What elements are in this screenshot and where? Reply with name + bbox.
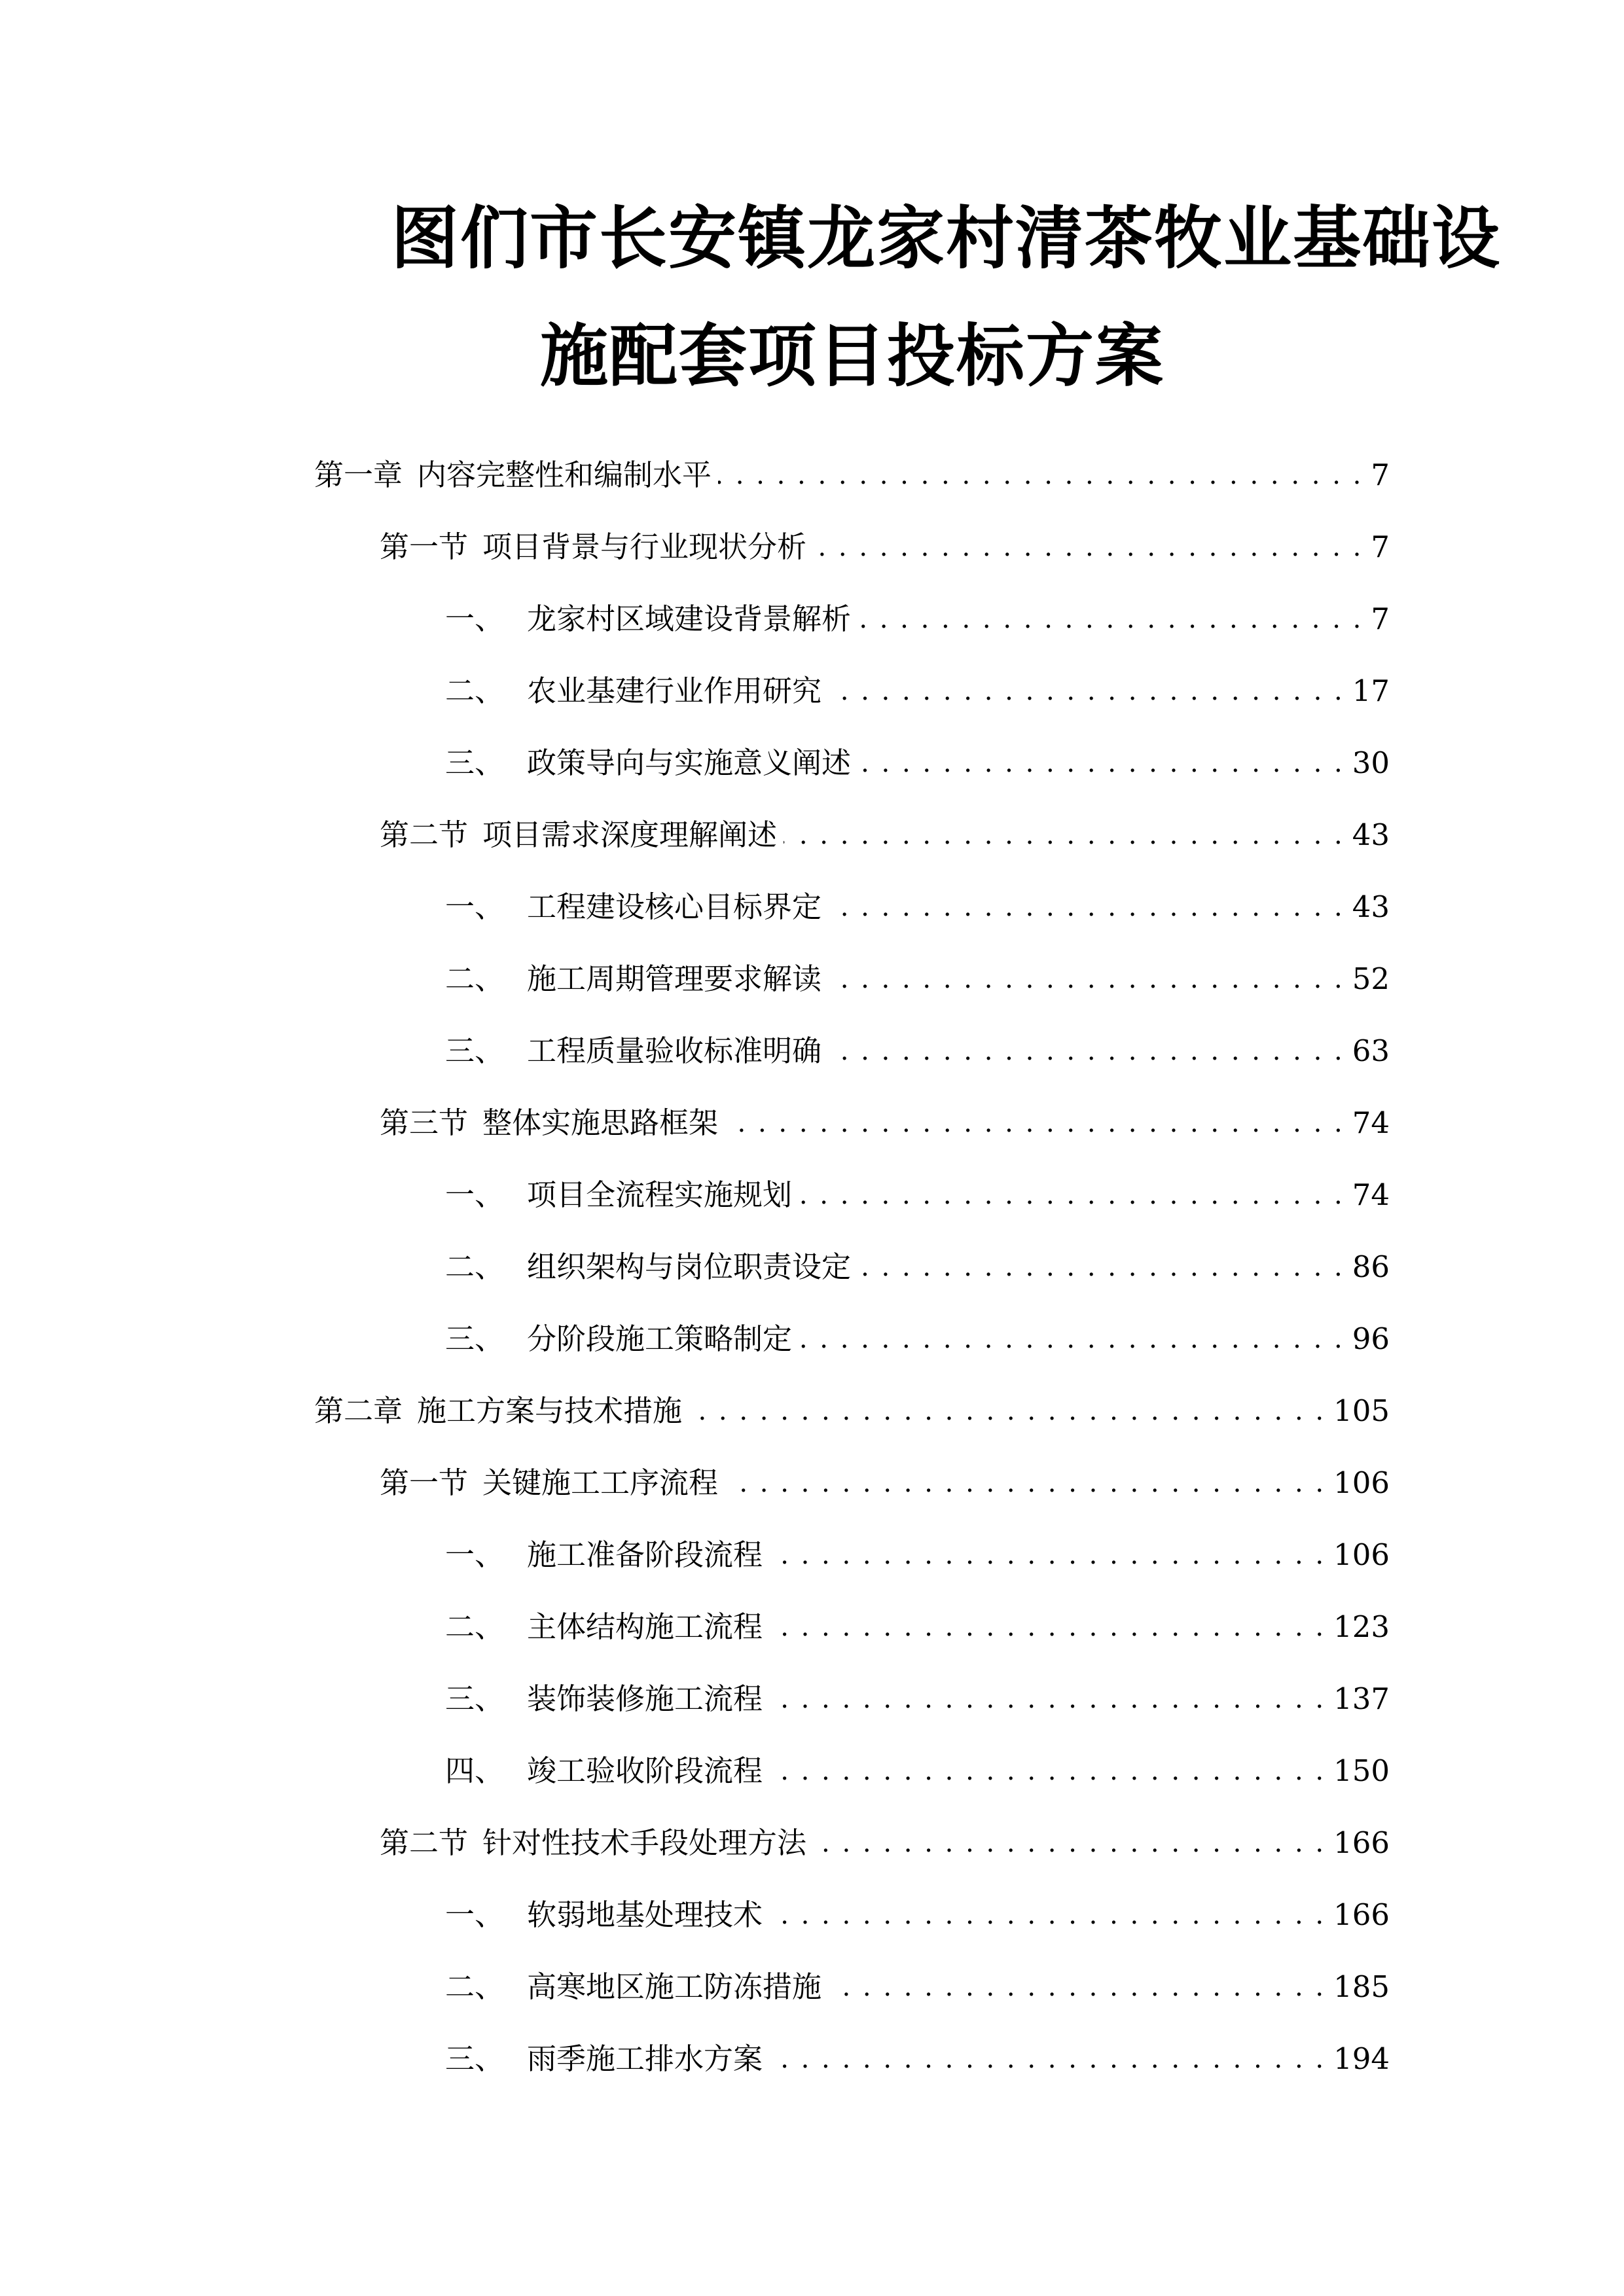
- toc-page-number: 106: [1333, 1537, 1390, 1572]
- toc-page-number: 7: [1371, 457, 1390, 492]
- toc-dot-leader: [725, 1108, 1344, 1138]
- toc-number: 第二节: [380, 817, 469, 852]
- toc-page-number: 137: [1333, 1681, 1390, 1716]
- toc-item-entry[interactable]: [445, 882, 1390, 922]
- toc-dot-leader: [799, 1180, 1344, 1210]
- toc-item-entry[interactable]: [445, 1674, 1390, 1716]
- toc-dot-leader: [813, 1828, 1326, 1857]
- toc-label: 施工周期管理要求解读: [527, 961, 822, 996]
- document-title-line-2: 施配套项目投标方案: [540, 316, 1165, 396]
- toc-number: 三、: [445, 1681, 505, 1716]
- toc-number: 二、: [445, 1609, 505, 1644]
- toc-label: 内容完整性和编制水平: [417, 457, 712, 492]
- toc-dot-leader: [769, 2044, 1326, 2073]
- toc-dot-leader: [718, 460, 1363, 490]
- toc-page-number: 43: [1352, 889, 1390, 924]
- toc-section-entry[interactable]: [380, 810, 1390, 850]
- toc-item-entry[interactable]: [445, 2034, 1390, 2076]
- toc-page-number: 52: [1352, 961, 1390, 996]
- toc-label: 施工方案与技术措施: [417, 1393, 683, 1428]
- toc-label: 龙家村区域建设背景解析: [527, 601, 852, 636]
- toc-number: 四、: [445, 1753, 505, 1788]
- toc-number: 一、: [445, 1537, 505, 1572]
- toc-label: 分阶段施工策略制定: [527, 1321, 793, 1356]
- toc-item-entry[interactable]: [445, 1746, 1390, 1788]
- toc-number: 第二节: [380, 1825, 469, 1860]
- toc-chapter-entry[interactable]: [314, 1386, 1390, 1426]
- toc-item-entry[interactable]: [445, 1242, 1390, 1282]
- toc-label: 项目需求深度理解阐述: [482, 817, 778, 852]
- toc-page-number: 150: [1333, 1753, 1390, 1788]
- toc-page-number: 43: [1352, 817, 1390, 852]
- toc-dot-leader: [857, 748, 1344, 778]
- toc-dot-leader: [799, 1324, 1344, 1354]
- toc-item-entry[interactable]: [445, 1962, 1390, 2004]
- toc-label: 工程质量验收标准明确: [527, 1033, 822, 1068]
- toc-page-number: 7: [1371, 529, 1390, 564]
- toc-dot-leader: [828, 1972, 1326, 2001]
- toc-page-number: 7: [1371, 601, 1390, 636]
- toc-dot-leader: [813, 532, 1363, 562]
- toc-item-entry[interactable]: [445, 1314, 1390, 1354]
- toc-section-entry[interactable]: [380, 522, 1390, 562]
- toc-dot-leader: [725, 1468, 1326, 1498]
- toc-number: 第一章: [314, 457, 403, 492]
- toc-page-number: 185: [1333, 1969, 1390, 2004]
- toc-label: 项目全流程实施规划: [527, 1177, 793, 1212]
- toc-label: 竣工验收阶段流程: [527, 1753, 763, 1788]
- toc-dot-leader: [769, 1540, 1326, 1570]
- toc-dot-leader: [769, 1684, 1326, 1713]
- toc-number: 三、: [445, 1321, 505, 1356]
- toc-number: 一、: [445, 1177, 505, 1212]
- toc-number: 三、: [445, 745, 505, 780]
- toc-label: 整体实施思路框架: [482, 1105, 719, 1140]
- toc-label: 雨季施工排水方案: [527, 2041, 763, 2076]
- toc-label: 装饰装修施工流程: [527, 1681, 763, 1716]
- toc-section-entry[interactable]: [380, 1458, 1390, 1498]
- toc-label: 工程建设核心目标界定: [527, 889, 822, 924]
- toc-label: 组织架构与岗位职责设定: [527, 1249, 852, 1284]
- toc-item-entry[interactable]: [445, 594, 1390, 634]
- toc-number: 第二章: [314, 1393, 403, 1428]
- toc-page-number: 166: [1333, 1825, 1390, 1860]
- toc-number: 第一节: [380, 529, 469, 564]
- toc-page-number: 105: [1333, 1393, 1390, 1428]
- toc-page-number: 63: [1352, 1033, 1390, 1068]
- toc-page-number: 106: [1333, 1465, 1390, 1500]
- toc-dot-leader: [857, 604, 1363, 634]
- toc-dot-leader: [784, 820, 1344, 850]
- toc-item-entry[interactable]: [445, 666, 1390, 706]
- toc-number: 一、: [445, 889, 505, 924]
- toc-label: 关键施工工序流程: [482, 1465, 719, 1500]
- toc-number: 三、: [445, 1033, 505, 1068]
- toc-dot-leader: [857, 1252, 1344, 1282]
- toc-number: 一、: [445, 1897, 505, 1932]
- toc-label: 施工准备阶段流程: [527, 1537, 763, 1572]
- toc-label: 主体结构施工流程: [527, 1609, 763, 1644]
- toc-dot-leader: [769, 1612, 1326, 1641]
- toc-dot-leader: [769, 1756, 1326, 1785]
- toc-dot-leader: [828, 892, 1344, 922]
- toc-number: 一、: [445, 601, 505, 636]
- toc-number: 第三节: [380, 1105, 469, 1140]
- toc-dot-leader: [828, 1036, 1344, 1066]
- toc-label: 农业基建行业作用研究: [527, 673, 822, 708]
- toc-number: 第一节: [380, 1465, 469, 1500]
- toc-page-number: 74: [1352, 1105, 1390, 1140]
- toc-label: 政策导向与实施意义阐述: [527, 745, 852, 780]
- toc-dot-leader: [828, 964, 1344, 994]
- toc-label: 项目背景与行业现状分析: [482, 529, 807, 564]
- toc-chapter-entry[interactable]: [314, 450, 1390, 490]
- toc-dot-leader: [689, 1396, 1326, 1426]
- toc-page-number: 166: [1333, 1897, 1390, 1932]
- toc-item-entry[interactable]: [445, 954, 1390, 994]
- toc-section-entry[interactable]: [380, 1098, 1390, 1138]
- toc-item-entry[interactable]: [445, 1602, 1390, 1644]
- toc-item-entry[interactable]: [445, 738, 1390, 778]
- toc-page-number: 123: [1333, 1609, 1390, 1644]
- toc-item-entry[interactable]: [445, 1170, 1390, 1210]
- toc-label: 针对性技术手段处理方法: [482, 1825, 807, 1860]
- toc-item-entry[interactable]: [445, 1890, 1390, 1932]
- toc-page-number: 194: [1333, 2041, 1390, 2076]
- toc-page-number: 96: [1352, 1321, 1390, 1356]
- toc-item-entry[interactable]: [445, 1026, 1390, 1066]
- toc-section-entry[interactable]: [380, 1818, 1390, 1860]
- document-title-line-1: 图们市长安镇龙家村清茶牧业基础设: [391, 198, 1502, 278]
- toc-page-number: 86: [1352, 1249, 1390, 1284]
- toc-number: 二、: [445, 673, 505, 708]
- toc-page-number: 30: [1352, 745, 1390, 780]
- toc-number: 三、: [445, 2041, 505, 2076]
- toc-page-number: 74: [1352, 1177, 1390, 1212]
- toc-item-entry[interactable]: [445, 1530, 1390, 1570]
- toc-label: 高寒地区施工防冻措施: [527, 1969, 822, 2004]
- toc-number: 二、: [445, 961, 505, 996]
- toc-dot-leader: [828, 676, 1344, 706]
- toc-number: 二、: [445, 1249, 505, 1284]
- toc-label: 软弱地基处理技术: [527, 1897, 763, 1932]
- toc-page-number: 17: [1352, 673, 1390, 708]
- toc-number: 二、: [445, 1969, 505, 2004]
- toc-dot-leader: [769, 1900, 1326, 1929]
